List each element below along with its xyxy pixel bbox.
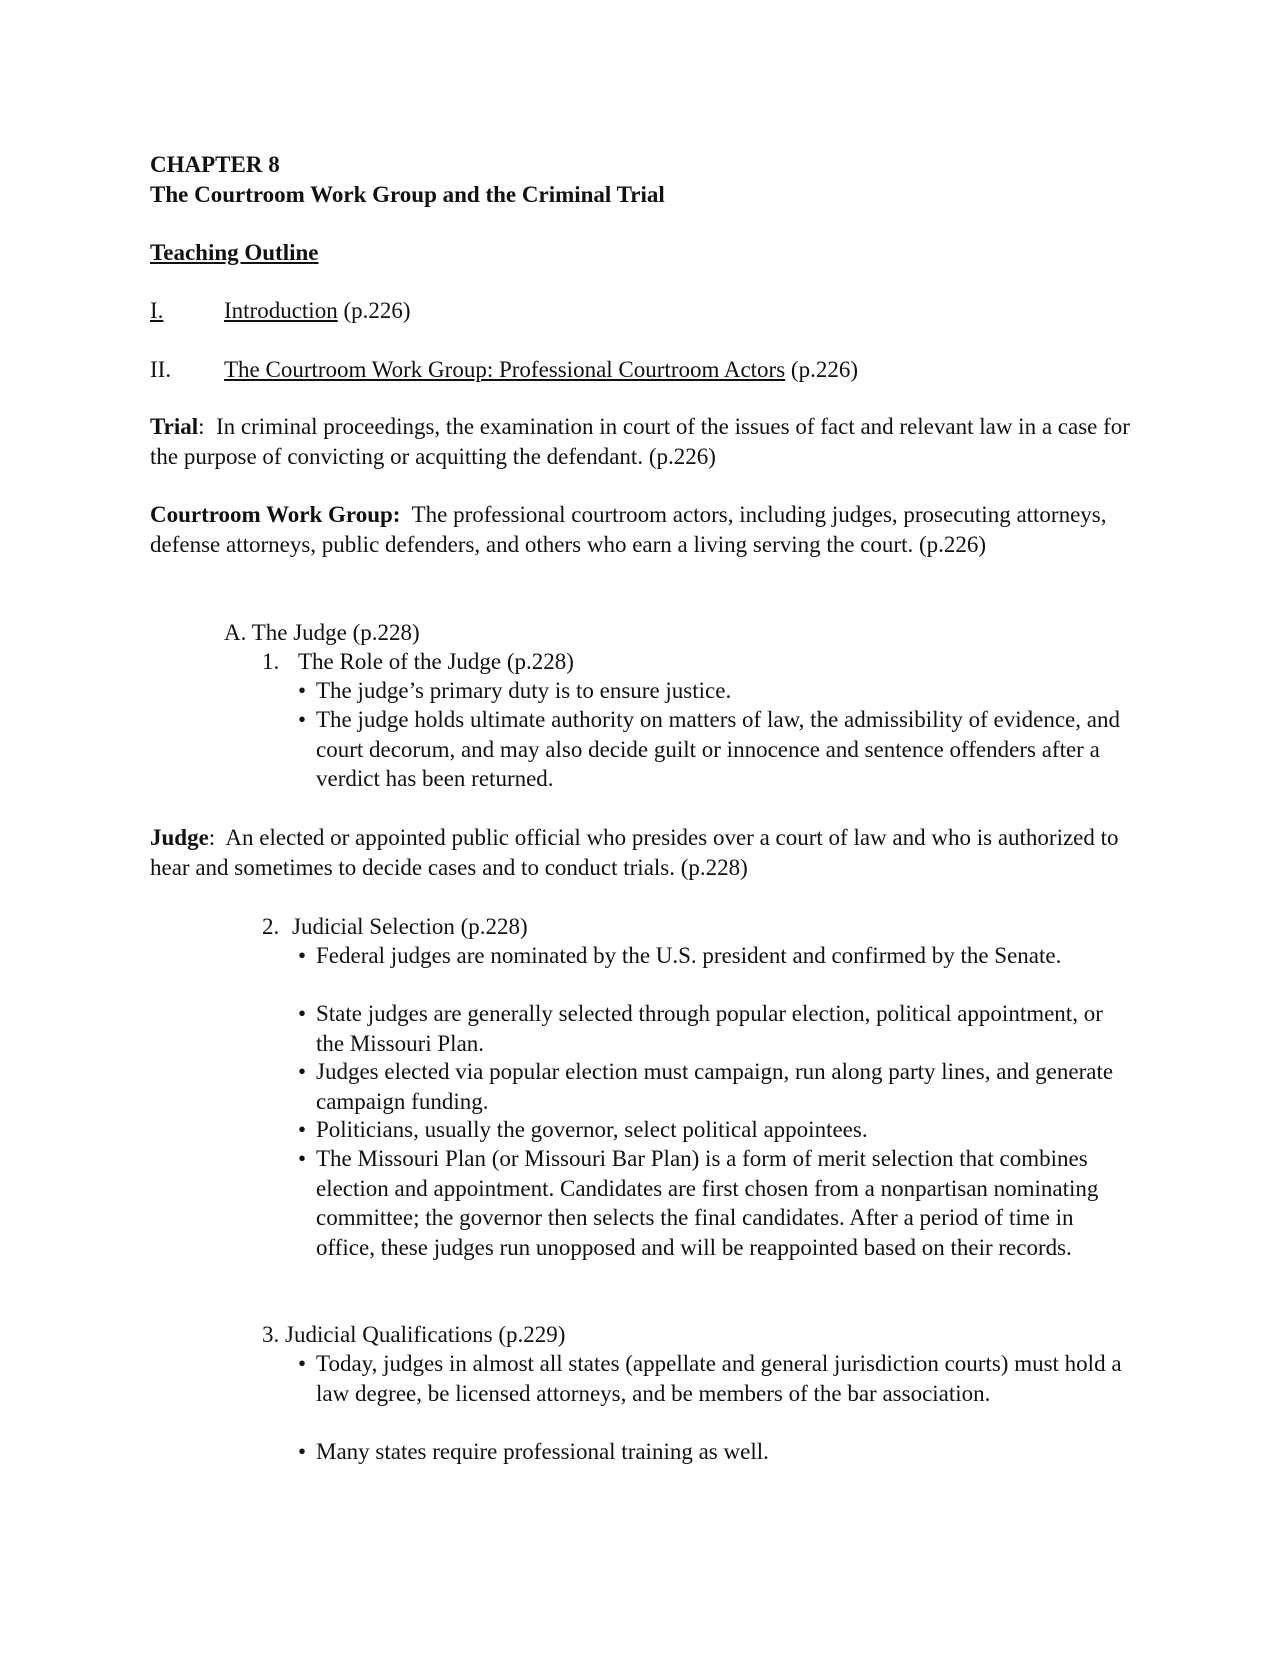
bullet-icon: • [298,943,307,968]
page-ref: (p.226) [790,357,858,382]
definition-courtroom-work-group [150,500,1130,559]
list-item: • The Missouri Plan (or Missouri Bar Plan) is a form of merit selection that combines election and appointment. Candidates are first chosen from a nonpartisan nominating committee; the governor then selects the final candidates. After a period of time in office, these judges run unopposed and will be reappointed based on their records. [298,1146,1099,1260]
bullet-icon: • [298,1059,307,1084]
bullet-icon: • [298,1439,307,1464]
definition-judge: Judge: An elected or appointed public official who presides over a court of law and who is authorized to hear and sometimes to decide cases and to conduct trials. (p.228) [150,825,1119,880]
outline-heading: The Courtroom Work Group: Professional Courtroom Actors [224,357,786,382]
page-ref: (p.226) [343,298,411,323]
subsection-1-number: 1. [262,649,280,674]
bullet-icon: • [298,1351,307,1376]
outline-item-introduction [224,296,411,326]
outline-numeral-1: I. [150,298,164,323]
definition-text: An elected or appointed public official who presides over a court of law and who is authorized to hear and sometimes to decide cases and to conduct trials. (p.228) [150,825,1119,880]
outline-heading: Introduction [224,298,338,323]
outline-numeral-2: II. [150,357,172,382]
list-item: • State judges are generally selected through popular election, political appointment, or the Missouri Plan. [298,1001,1103,1056]
outline-item-work-group [224,355,858,385]
definition-trial: Trial: In criminal proceedings, the examination in court of the issues of fact and relevant law in a case for the purpose of convicting or acquitting the defendant. (p.226) [150,414,1130,469]
definition-term: Judge [150,825,209,850]
definition-term: Trial [150,414,199,439]
definition-text: The professional courtroom actors, including judges, prosecuting attorneys, defense attorneys, public defenders, and others who earn a living serving the court. (p.226) [150,502,1107,557]
list-item: • Politicians, usually the governor, select political appointees. [298,1115,1128,1145]
list-item: • Many states require professional training as well. [298,1437,1128,1467]
list-item: • Today, judges in almost all states (appellate and general jurisdiction courts) must hold a law degree, be licensed attorneys, and be members of the bar association. [298,1351,1122,1406]
chapter-title: The Courtroom Work Group and the Criminal Trial [150,182,665,207]
bullet-icon: • [298,707,307,732]
section-a-heading: A. The Judge (p.228) [224,620,420,645]
teaching-outline-heading: Teaching Outline [150,240,319,265]
list-item: • The judge’s primary duty is to ensure justice. [298,676,1128,706]
bullet-icon: • [298,1146,307,1171]
list-item: • Judges elected via popular election must campaign, run along party lines, and generate campaign funding. [298,1059,1114,1114]
list-item: • Federal judges are nominated by the U.S. president and confirmed by the Senate. [298,941,1128,971]
bullet-icon: • [298,1001,307,1026]
definition-text: In criminal proceedings, the examination in court of the issues of fact and relevant law in a case for the purpose of convicting or acquitting the defendant. (p.226) [150,414,1130,469]
list-item: • The judge holds ultimate authority on matters of law, the admissibility of evidence, and court decorum, and may also decide guilt or innocence and sentence offenders after a verdict has been returned. [298,707,1120,791]
definition-term: Courtroom Work Group: [150,502,401,527]
subsection-2-title: Judicial Selection (p.228) [292,914,528,939]
bullet-icon: • [298,678,307,703]
bullet-icon: • [298,1117,307,1142]
subsection-3-title: 3. Judicial Qualifications (p.229) [262,1322,566,1347]
subsection-1-title: The Role of the Judge (p.228) [298,649,574,674]
chapter-label: CHAPTER 8 [150,152,280,177]
subsection-2-number: 2. [262,914,280,939]
